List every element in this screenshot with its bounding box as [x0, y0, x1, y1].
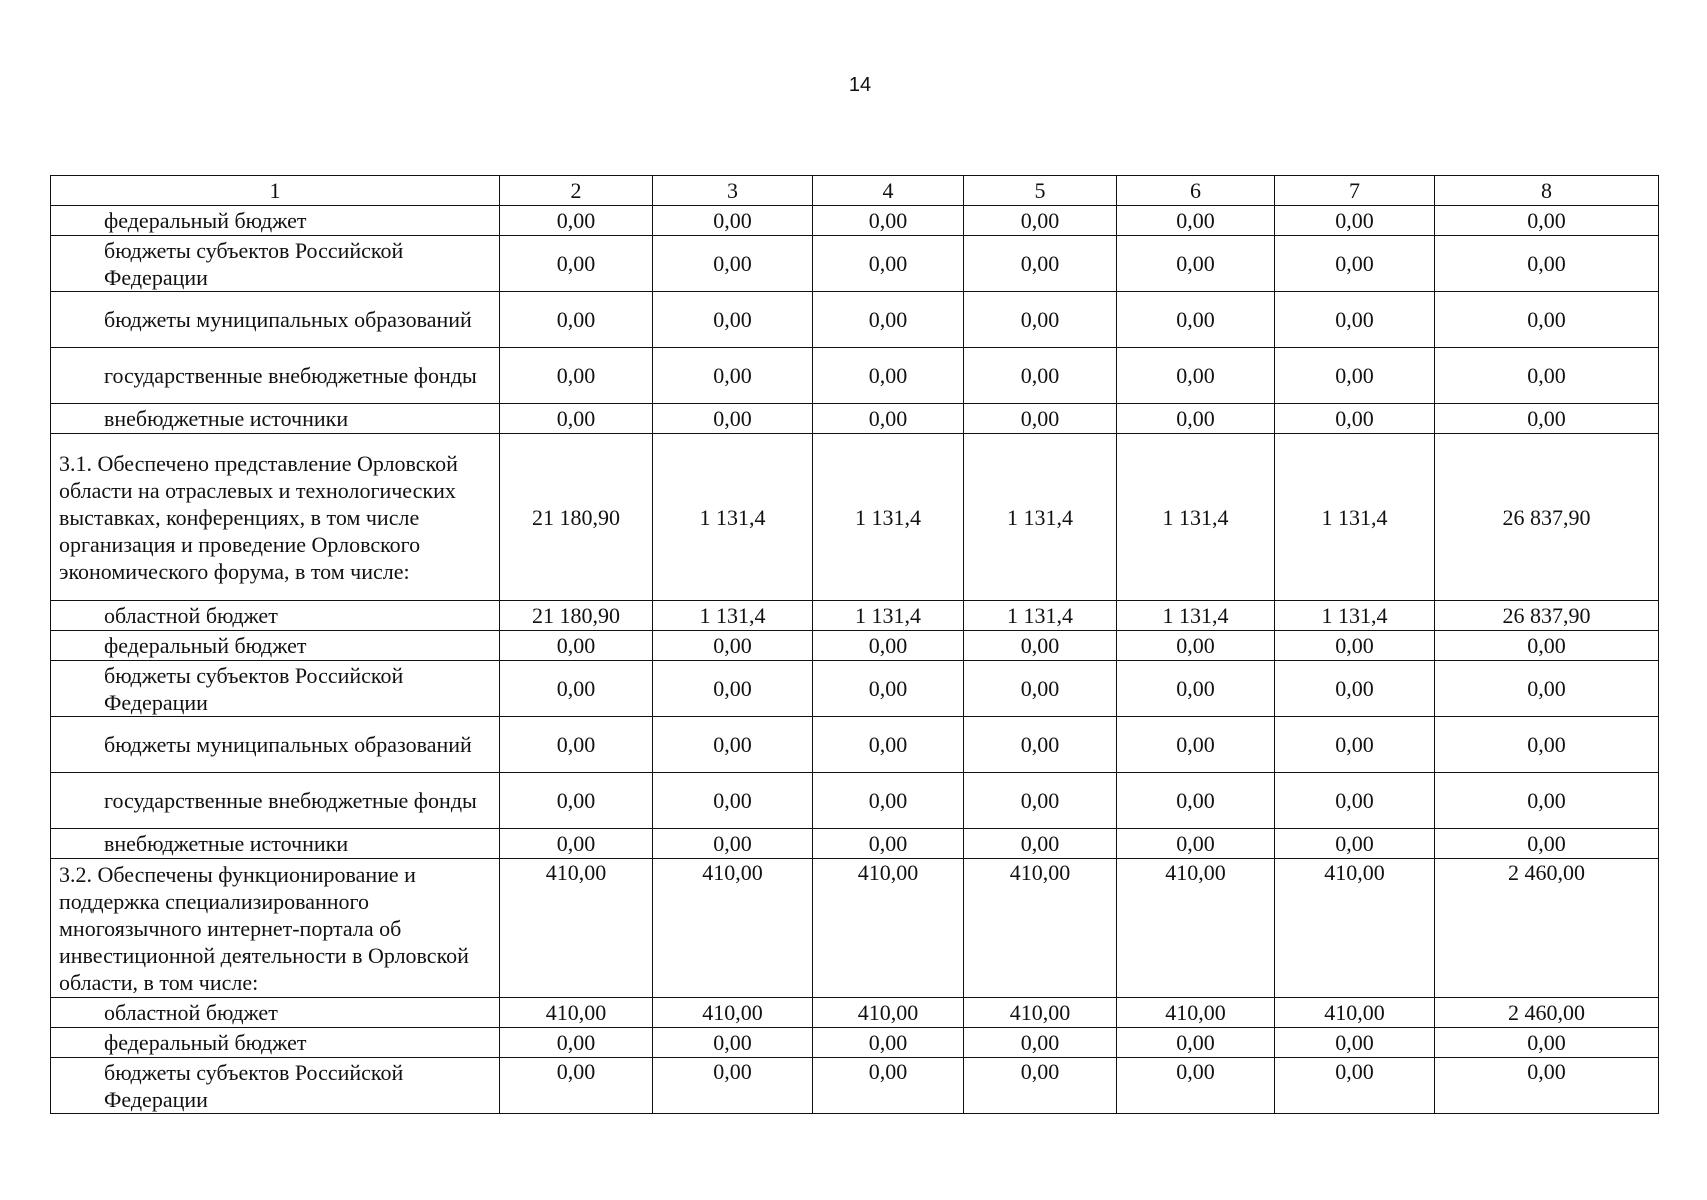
table-row [51, 404, 1659, 434]
cell-value: 0,00 [813, 717, 964, 773]
cell-value: 410,00 [813, 998, 964, 1028]
cell-value: 1 131,4 [1275, 601, 1435, 631]
table-row [51, 998, 1659, 1028]
cell-value: 410,00 [1275, 998, 1435, 1028]
table-row [51, 1058, 1659, 1114]
cell-value: 0,00 [1275, 292, 1435, 348]
cell-value: 0,00 [1275, 348, 1435, 404]
cell-value: 0,00 [1435, 773, 1659, 829]
row-label: областной бюджет [51, 601, 500, 631]
section-row [51, 859, 1659, 998]
cell-value: 0,00 [1275, 717, 1435, 773]
cell-value: 0,00 [813, 1028, 964, 1058]
cell-value: 0,00 [1117, 348, 1275, 404]
column-number: 8 [1435, 176, 1659, 206]
column-number: 1 [51, 176, 500, 206]
cell-value: 0,00 [1435, 292, 1659, 348]
cell-value: 410,00 [500, 998, 653, 1028]
cell-value: 0,00 [1275, 631, 1435, 661]
section-row [51, 434, 1659, 601]
row-label: внебюджетные источники [51, 404, 500, 434]
cell-value: 0,00 [1117, 1028, 1275, 1058]
cell-value: 0,00 [1117, 773, 1275, 829]
cell-value: 0,00 [964, 348, 1117, 404]
cell-value: 0,00 [1275, 206, 1435, 236]
cell-value: 0,00 [1117, 236, 1275, 292]
column-number: 3 [653, 176, 813, 206]
cell-value: 0,00 [1435, 206, 1659, 236]
cell-value: 1 131,4 [1275, 434, 1435, 601]
cell-value: 0,00 [653, 1028, 813, 1058]
table-row [51, 717, 1659, 773]
cell-value: 0,00 [653, 661, 813, 717]
cell-value: 0,00 [1117, 661, 1275, 717]
cell-value: 0,00 [1275, 773, 1435, 829]
cell-value: 0,00 [1435, 661, 1659, 717]
column-number: 2 [500, 176, 653, 206]
cell-value: 0,00 [500, 717, 653, 773]
cell-value: 0,00 [500, 773, 653, 829]
cell-value: 0,00 [1435, 348, 1659, 404]
cell-value: 0,00 [813, 404, 964, 434]
cell-value: 0,00 [964, 717, 1117, 773]
cell-value: 0,00 [813, 773, 964, 829]
cell-value: 1 131,4 [1117, 601, 1275, 631]
cell-value: 26 837,90 [1435, 434, 1659, 601]
row-label: областной бюджет [51, 998, 500, 1028]
cell-value: 1 131,4 [964, 434, 1117, 601]
cell-value: 0,00 [813, 1058, 964, 1114]
cell-value: 410,00 [500, 859, 653, 998]
cell-value: 2 460,00 [1435, 998, 1659, 1028]
cell-value: 0,00 [964, 829, 1117, 859]
cell-value: 21 180,90 [500, 601, 653, 631]
cell-value: 0,00 [1435, 829, 1659, 859]
row-label: внебюджетные источники [51, 829, 500, 859]
cell-value: 0,00 [653, 404, 813, 434]
cell-value: 410,00 [1275, 859, 1435, 998]
cell-value: 0,00 [1275, 1028, 1435, 1058]
row-label: федеральный бюджет [51, 206, 500, 236]
cell-value: 0,00 [964, 236, 1117, 292]
cell-value: 0,00 [500, 829, 653, 859]
cell-value: 0,00 [500, 661, 653, 717]
cell-value: 410,00 [653, 859, 813, 998]
cell-value: 0,00 [964, 1058, 1117, 1114]
cell-value: 0,00 [964, 1028, 1117, 1058]
row-label: государственные внебюджетные фонды [51, 348, 500, 404]
table-row [51, 236, 1659, 292]
section-label: 3.1. Обеспечено представление Орловской области на отраслевых и технологических выставках, конференциях, в том числе организация и проведение Орловского экономического форума, в том числе: [51, 434, 500, 601]
cell-value: 0,00 [964, 631, 1117, 661]
cell-value: 0,00 [653, 829, 813, 859]
cell-value: 0,00 [500, 236, 653, 292]
cell-value: 0,00 [964, 661, 1117, 717]
row-label: бюджеты муниципальных образований [51, 717, 500, 773]
cell-value: 0,00 [500, 1028, 653, 1058]
table-row [51, 661, 1659, 717]
cell-value: 1 131,4 [964, 601, 1117, 631]
column-number: 4 [813, 176, 964, 206]
cell-value: 0,00 [1117, 206, 1275, 236]
cell-value: 0,00 [1435, 631, 1659, 661]
cell-value: 0,00 [500, 348, 653, 404]
column-number: 5 [964, 176, 1117, 206]
cell-value: 0,00 [813, 206, 964, 236]
table-row [51, 631, 1659, 661]
row-label: федеральный бюджет [51, 631, 500, 661]
cell-value: 0,00 [964, 206, 1117, 236]
cell-value: 0,00 [813, 661, 964, 717]
cell-value: 0,00 [813, 348, 964, 404]
cell-value: 0,00 [813, 829, 964, 859]
cell-value: 0,00 [1117, 404, 1275, 434]
section-label: 3.2. Обеспечены функционирование и поддержка специализированного многоязычного интернет-портала об инвестиционной деятельности в Орловской области, в том числе: [51, 859, 500, 998]
cell-value: 0,00 [653, 236, 813, 292]
row-label: бюджеты субъектов Российской Федерации [51, 661, 500, 717]
cell-value: 0,00 [653, 348, 813, 404]
row-label: государственные внебюджетные фонды [51, 773, 500, 829]
cell-value: 0,00 [1117, 292, 1275, 348]
cell-value: 0,00 [1117, 717, 1275, 773]
cell-value: 410,00 [964, 998, 1117, 1028]
cell-value: 0,00 [1435, 404, 1659, 434]
cell-value: 21 180,90 [500, 434, 653, 601]
cell-value: 0,00 [653, 206, 813, 236]
cell-value: 0,00 [1275, 829, 1435, 859]
cell-value: 0,00 [500, 292, 653, 348]
row-label: бюджеты муниципальных образований [51, 292, 500, 348]
row-label: бюджеты субъектов Российской Федерации [51, 236, 500, 292]
cell-value: 0,00 [653, 292, 813, 348]
cell-value: 0,00 [500, 206, 653, 236]
cell-value: 0,00 [813, 631, 964, 661]
cell-value: 410,00 [653, 998, 813, 1028]
table-row [51, 292, 1659, 348]
table-row [51, 1028, 1659, 1058]
column-number-row [51, 176, 1659, 206]
cell-value: 26 837,90 [1435, 601, 1659, 631]
table-row [51, 206, 1659, 236]
cell-value: 410,00 [964, 859, 1117, 998]
cell-value: 0,00 [813, 292, 964, 348]
table-row [51, 601, 1659, 631]
cell-value: 410,00 [1117, 998, 1275, 1028]
cell-value: 410,00 [1117, 859, 1275, 998]
cell-value: 0,00 [1117, 631, 1275, 661]
cell-value: 0,00 [500, 1058, 653, 1114]
cell-value: 0,00 [1435, 1028, 1659, 1058]
cell-value: 0,00 [1435, 717, 1659, 773]
cell-value: 0,00 [813, 236, 964, 292]
cell-value: 0,00 [964, 773, 1117, 829]
cell-value: 0,00 [1275, 1058, 1435, 1114]
cell-value: 1 131,4 [813, 434, 964, 601]
cell-value: 0,00 [500, 404, 653, 434]
table-row [51, 773, 1659, 829]
cell-value: 2 460,00 [1435, 859, 1659, 998]
column-number: 7 [1275, 176, 1435, 206]
cell-value: 1 131,4 [1117, 434, 1275, 601]
cell-value: 1 131,4 [813, 601, 964, 631]
row-label: бюджеты субъектов Российской Федерации [51, 1058, 500, 1114]
budget-table [50, 175, 1659, 1114]
column-number: 6 [1117, 176, 1275, 206]
cell-value: 0,00 [653, 773, 813, 829]
cell-value: 0,00 [964, 404, 1117, 434]
cell-value: 410,00 [813, 859, 964, 998]
row-label: федеральный бюджет [51, 1028, 500, 1058]
cell-value: 0,00 [653, 631, 813, 661]
cell-value: 1 131,4 [653, 434, 813, 601]
page-number: 14 [848, 74, 872, 96]
cell-value: 0,00 [653, 717, 813, 773]
cell-value: 0,00 [500, 631, 653, 661]
cell-value: 0,00 [1117, 829, 1275, 859]
cell-value: 0,00 [1435, 1058, 1659, 1114]
table-row [51, 348, 1659, 404]
cell-value: 1 131,4 [653, 601, 813, 631]
cell-value: 0,00 [964, 292, 1117, 348]
table-row [51, 829, 1659, 859]
cell-value: 0,00 [1117, 1058, 1275, 1114]
cell-value: 0,00 [1435, 236, 1659, 292]
cell-value: 0,00 [653, 1058, 813, 1114]
cell-value: 0,00 [1275, 236, 1435, 292]
cell-value: 0,00 [1275, 661, 1435, 717]
cell-value: 0,00 [1275, 404, 1435, 434]
